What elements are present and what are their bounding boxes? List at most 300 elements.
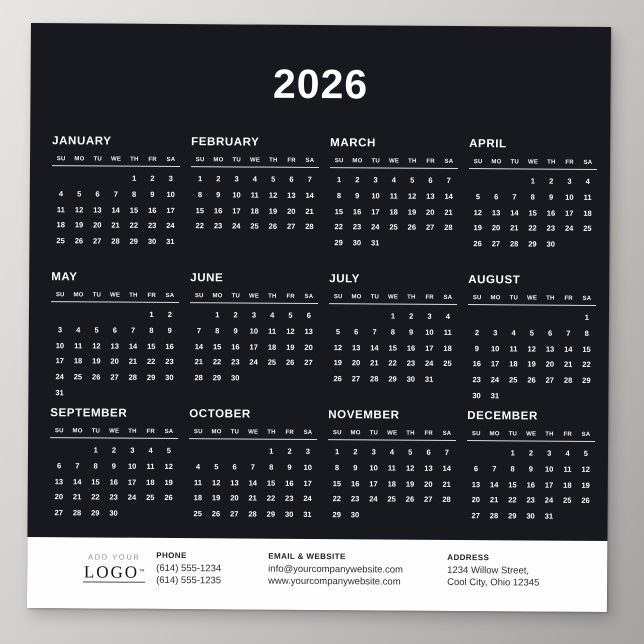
day-cell: 10 [303,462,312,472]
day-cell: 5 [475,191,481,201]
day-cell: 3 [373,175,378,185]
day-cell: 7 [566,328,571,338]
day-cell: 13 [426,191,435,201]
day-cell: 24 [564,224,574,234]
day-cell: 14 [248,478,257,488]
day-cell: 12 [164,461,173,471]
day-cell: 4 [76,325,81,335]
dow-label: SA [442,430,452,437]
day-cell: 9 [474,343,479,353]
day-cell [419,508,437,524]
day-cell: 11 [74,340,83,350]
dow-label: TH [267,429,276,436]
dow-label: SU [471,431,481,438]
day-cell: 5 [583,448,588,458]
day-cell: 7 [250,462,256,472]
day-cell: 22 [334,222,343,232]
dow-label: FR [287,157,296,164]
day-cell: 4 [270,310,275,320]
dow-label: WE [249,157,261,164]
day-cell: 6 [494,192,499,202]
day-cell: 10 [371,191,380,201]
day-cell [468,309,486,325]
day-cell [244,443,262,459]
day-cell: 11 [387,463,396,473]
dow-divider [190,302,318,304]
day-cell [504,388,522,404]
dow-label: MO [211,429,222,436]
day-cell: 1 [149,309,154,319]
dow-label: TH [128,428,137,435]
month-february [190,136,319,273]
day-cell: 28 [72,508,82,518]
week-row [468,236,596,253]
day-cell: 18 [509,359,518,369]
month-july [328,273,457,410]
week-row [50,385,178,402]
day-cell: 29 [388,374,397,384]
dow-header-row [469,159,597,166]
day-cell: 3 [168,173,173,183]
day-cell: 17 [490,359,500,369]
day-cell: 5 [529,328,534,338]
day-cell: 1 [584,312,589,322]
email-website-label: EMAIL & WEBSITE [268,551,346,562]
day-cell [522,388,540,404]
dow-label: SA [166,156,176,164]
day-cell: 26 [268,222,278,232]
day-cell: 14 [305,190,314,200]
day-cell: 23 [472,375,481,385]
month-april [468,138,597,275]
day-cell [382,508,400,524]
dow-divider [468,304,596,306]
week-row [50,442,178,459]
dow-label: SA [581,431,591,438]
day-cell: 26 [74,236,84,246]
day-cell: 8 [197,189,203,199]
dow-label: FR [148,156,157,163]
day-cell [69,306,87,322]
day-cell: 14 [194,341,204,351]
day-cell: 18 [193,493,203,503]
month-january [51,135,180,272]
month-name: MAY [51,271,78,284]
day-cell: 27 [304,358,313,368]
month-march [329,137,458,274]
day-cell: 24 [369,494,378,504]
day-cell: 19 [286,342,295,352]
day-cell: 30 [231,373,240,383]
day-cell: 13 [287,190,296,200]
logo-placeholder[interactable] [67,552,161,583]
day-cell: 26 [527,375,536,385]
day-cell: 17 [371,206,380,217]
day-cell [504,309,522,325]
day-cell [281,371,299,387]
month-name: AUGUST [468,274,521,287]
day-cell: 6 [354,327,359,337]
dow-label: TH [407,294,416,301]
day-cell: 12 [527,344,536,354]
day-cell: 22 [582,360,591,370]
weeks [50,306,179,402]
dow-label: WE [388,294,399,301]
day-cell: 25 [250,221,259,231]
week-row [329,340,457,357]
day-cell: 11 [583,192,592,202]
day-cell: 2 [528,448,534,458]
day-cell: 4 [252,174,258,184]
dow-label: MO [213,157,224,164]
day-cell: 18 [267,342,277,352]
day-cell: 12 [212,477,221,487]
email-website-block [268,552,403,588]
day-cell: 7 [492,464,497,474]
day-cell: 5 [408,447,413,457]
day-cell: 17 [544,480,554,490]
day-cell: 7 [196,325,202,335]
day-cell: 29 [528,239,537,249]
day-cell: 18 [389,207,398,217]
week-row [190,339,318,356]
month-november [327,409,456,546]
day-cell: 13 [491,207,501,217]
day-cell: 23 [285,494,294,504]
day-cell: 26 [405,495,415,505]
day-cell: 7 [444,447,449,457]
dow-label: TU [92,292,102,299]
day-cell: 24 [303,494,312,504]
day-cell: 25 [73,372,83,382]
day-cell: 22 [508,495,517,505]
day-cell: 31 [370,238,380,248]
day-cell: 2 [111,445,117,455]
weeks [50,442,179,522]
dow-label: MO [352,158,363,165]
dow-header-row [467,431,595,438]
dow-header-row [189,429,317,436]
dow-label: SU [193,429,203,436]
week-row [328,460,456,477]
day-cell: 13 [93,205,102,215]
week-row [50,490,178,507]
dow-label: TU [370,294,380,301]
day-cell: 29 [146,373,156,383]
day-cell: 17 [303,478,312,488]
day-cell: 28 [111,236,120,246]
dow-label: TH [406,430,415,437]
dow-label: SU [333,294,343,301]
day-cell: 3 [130,445,135,455]
day-cell: 10 [232,190,241,200]
dow-label: SU [54,428,64,435]
dow-divider [329,303,457,305]
dow-label: TH [268,293,277,300]
dow-label: SU [472,295,482,302]
day-cell: 28 [370,374,379,384]
month-name: APRIL [469,138,507,151]
dow-label: TH [130,156,139,163]
week-row [330,204,458,221]
day-cell [438,372,456,388]
day-cell: 27 [471,511,480,521]
dow-label: MO [491,159,502,166]
website-line: www.yourcompanywebsite.com [268,575,401,588]
day-cell: 25 [267,358,277,368]
day-cell: 17 [249,342,258,352]
day-cell: 29 [334,238,343,248]
day-cell: 3 [493,328,498,338]
day-cell: 16 [165,341,174,351]
day-cell: 25 [387,494,396,504]
day-cell: 28 [442,495,451,505]
day-cell: 10 [565,192,574,202]
day-cell: 2 [233,310,238,320]
day-cell: 18 [56,220,65,230]
dow-divider [52,165,180,167]
dow-label: SA [582,295,592,302]
day-cell: 29 [91,508,100,518]
dow-label: WE [110,292,121,299]
day-cell: 8 [530,192,535,202]
week-row [329,308,457,325]
day-cell: 6 [426,447,431,457]
phone-line-1: (614) 555-1234 [156,562,222,575]
day-cell: 2 [353,447,358,457]
week-row [51,233,179,250]
day-cell: 7 [307,174,312,184]
day-cell: 21 [442,479,451,489]
day-cell [87,385,105,401]
day-cell: 11 [563,464,572,474]
day-cell [190,307,208,323]
day-cell: 12 [92,341,101,351]
dow-label: MO [490,295,501,302]
day-cell: 29 [212,373,222,383]
day-cell: 9 [353,463,358,473]
month-name: JULY [329,273,361,286]
dow-label: TU [230,429,240,436]
day-cell: 20 [426,207,435,217]
day-cell: 19 [333,358,342,368]
week-row [330,172,458,189]
logo-top-text: ADD YOUR [88,552,141,562]
day-cell: 17 [425,343,434,353]
day-cell [401,508,419,524]
dow-label: MO [72,428,83,435]
day-cell: 29 [332,510,341,520]
day-cell: 23 [406,359,416,369]
day-cell: 6 [95,189,100,199]
day-cell: 1 [197,174,203,184]
dow-label: WE [527,159,539,166]
dow-label: TH [545,431,554,438]
day-cell: 9 [528,464,534,474]
day-cell: 1 [93,445,98,455]
day-cell: 24 [490,375,500,385]
day-cell: 10 [249,326,259,336]
week-row [189,370,317,387]
day-cell: 1 [215,310,220,320]
day-cell: 21 [194,357,203,367]
day-cell [87,306,105,322]
day-cell: 30 [546,239,555,249]
day-cell: 5 [166,445,171,455]
dow-label: SA [583,159,593,166]
day-cell: 24 [127,493,137,503]
week-row [52,218,180,235]
day-cell [124,307,142,323]
week-row [50,369,178,386]
day-cell: 15 [91,477,100,487]
day-cell: 23 [109,492,118,503]
day-cell: 3 [567,176,572,186]
day-cell: 15 [582,344,591,354]
day-cell: 23 [526,495,535,505]
week-row [189,459,317,476]
day-cell: 29 [129,236,138,246]
day-cell: 27 [545,375,555,385]
day-cell: 27 [286,222,296,232]
day-cell: 28 [305,222,314,232]
day-cell: 28 [128,372,138,382]
dow-label: TU [231,293,241,300]
day-cell [244,371,262,387]
day-cell: 2 [287,446,292,456]
day-cell: 23 [213,221,223,231]
day-cell: 24 [371,222,380,232]
day-cell: 5 [271,174,276,184]
day-cell: 21 [489,495,499,505]
day-cell: 14 [510,207,519,218]
dow-header-row [468,295,596,302]
day-cell: 21 [111,220,120,231]
day-cell: 19 [581,480,590,490]
day-cell: 11 [56,204,65,214]
week-row [190,307,318,324]
dow-label: SU [194,293,204,300]
week-row [467,477,595,494]
day-cell [70,170,88,186]
day-cell: 17 [369,478,378,489]
day-cell: 25 [193,509,202,519]
week-row [189,506,317,523]
day-cell: 28 [194,373,203,383]
day-cell: 15 [508,479,517,489]
day-cell: 9 [355,191,360,201]
day-cell: 22 [388,358,397,368]
week-row [468,325,596,342]
dow-label: TU [510,159,519,166]
dow-label: SU [473,159,483,166]
day-cell: 8 [131,189,137,199]
day-cell: 16 [406,343,416,353]
day-cell: 3 [251,310,257,320]
dow-label: TH [408,158,417,165]
week-row [51,338,179,355]
day-cell: 16 [213,205,223,215]
month-name: MARCH [330,137,377,150]
day-cell: 23 [350,494,360,504]
dow-label: MO [212,293,223,300]
day-cell: 14 [128,341,138,351]
week-row [51,354,179,371]
day-cell [107,171,125,187]
day-cell: 15 [332,478,342,488]
day-cell: 13 [545,344,555,354]
dow-label: TU [369,430,379,437]
day-cell: 21 [128,357,138,367]
day-cell: 24 [232,221,241,231]
day-cell [299,371,317,387]
dow-header-row [50,428,178,435]
dow-label: WE [249,293,260,300]
day-cell: 9 [150,189,155,199]
day-cell: 16 [472,359,481,369]
week-row [328,444,456,461]
dow-label: SU [56,156,66,163]
day-cell: 14 [444,191,453,201]
day-cell [105,386,123,402]
week-row [328,491,456,508]
day-cell: 3 [371,447,376,457]
week-row [468,341,596,358]
dow-divider [328,439,456,441]
weeks [191,171,319,235]
day-cell: 20 [545,359,555,370]
dow-label: FR [146,428,155,435]
day-cell [142,386,160,402]
day-cell: 20 [424,479,433,489]
day-cell: 8 [269,462,274,472]
day-cell [106,307,124,323]
day-cell: 8 [390,327,395,337]
day-cell: 27 [425,223,435,233]
dow-label: FR [563,431,572,438]
day-cell: 5 [335,326,341,336]
day-cell [50,442,68,458]
day-cell: 28 [563,375,573,385]
dow-label: WE [388,158,400,165]
dow-label: WE [526,431,537,438]
dow-label: SA [303,429,313,436]
day-cell: 16 [109,477,118,487]
weeks [328,444,457,524]
dow-divider [50,437,178,439]
day-cell: 25 [563,496,572,506]
dow-label: SU [332,430,342,437]
day-cell: 29 [266,509,276,519]
week-row [467,388,595,405]
dow-label: MO [351,294,362,301]
day-cell [469,173,487,189]
day-cell: 6 [306,310,311,320]
day-cell: 16 [352,206,362,216]
day-cell: 22 [91,492,100,502]
week-row [469,189,597,206]
month-name: JUNE [190,272,224,285]
day-cell [141,506,159,522]
months-grid [49,135,597,547]
day-cell: 7 [113,189,118,199]
day-cell: 30 [109,508,118,518]
day-cell: 11 [389,191,398,201]
day-cell [329,308,347,324]
day-cell: 7 [75,461,80,471]
week-row [189,475,317,492]
dow-label: TU [93,156,102,163]
